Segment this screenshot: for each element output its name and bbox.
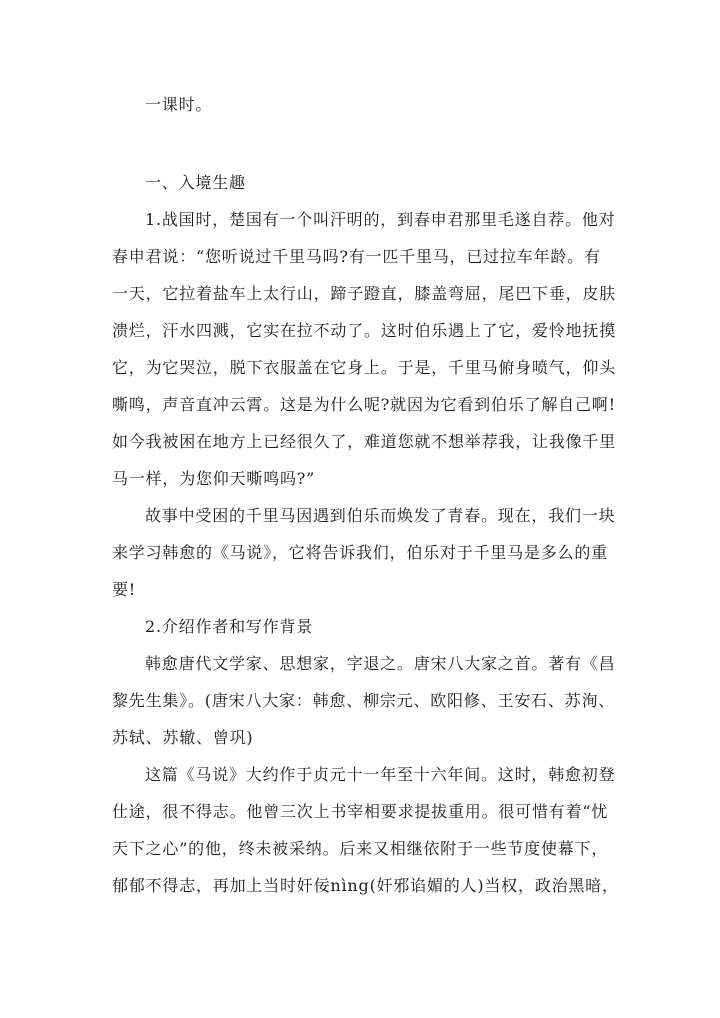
paragraph-line: 苏轼、苏辙、曾巩) (112, 728, 254, 747)
paragraph-line: 2.介绍作者和写作背景 (145, 617, 314, 636)
paragraph (112, 497, 616, 608)
paragraph-line: 春申君说：“您听说过千里马吗?有一匹千里马，已过拉车年龄。有 (112, 247, 601, 266)
paragraph-line: 它，为它哭泣，脱下衣服盖在它身上。于是，千里马俯身喷气，仰头 (112, 358, 617, 377)
paragraph-line: 仕途，很不得志。他曾三次上书宰相要求提拔重用。很可惜有着“忧 (112, 802, 609, 821)
paragraph (112, 201, 617, 497)
paragraph (112, 756, 619, 904)
section-heading: 一、入境生趣 (145, 173, 246, 192)
paragraph (112, 645, 616, 756)
paragraph-line: 故事中受困的千里马因遇到伯乐而焕发了青春。现在，我们一块 (145, 506, 616, 525)
document-page (112, 86, 619, 904)
paragraph-line: 郁郁不得志，再加上当时奸佞nìng(奸邪谄媚的人)当权，政治黑暗， (112, 876, 619, 895)
paragraph-line: 这篇《马说》大约作于贞元十一年至十六年间。这时，韩愈初登 (145, 765, 616, 784)
paragraph-line: 嘶鸣，声音直冲云霄。这是为什么呢?就因为它看到伯乐了解自己啊! (112, 395, 616, 414)
paragraph-line: 韩愈唐代文学家、思想家，字退之。唐宋八大家之首。著有《昌 (145, 654, 616, 673)
paragraph-line: 如今我被困在地方上已经很久了，难道您就不想举荐我，让我像千里 (112, 432, 617, 451)
paragraph-line: 马一样，为您仰天嘶鸣吗?” (112, 469, 316, 488)
lesson-time: 一课时。 (145, 95, 213, 114)
spacer (112, 123, 612, 164)
paragraph-line: 天下之心”的他，终未被采纳。后来又相继依附于一些节度使幕下， (112, 839, 609, 858)
paragraph-line: 要! (112, 580, 137, 599)
paragraph-line: 黎先生集》。(唐宋八大家：韩愈、柳宗元、欧阳修、王安石、苏洵、 (112, 691, 616, 710)
paragraph (112, 608, 612, 645)
paragraph-line: 一天，它拉着盐车上太行山，蹄子蹬直，膝盖弯屈，尾巴下垂，皮肤 (112, 284, 617, 303)
body-paragraphs (112, 201, 619, 904)
paragraph-line: 1.战国时，楚国有一个叫汗明的，到春申君那里毛遂自荐。他对 (145, 210, 616, 229)
paragraph-line: 溃烂，汗水四溅，它实在拉不动了。这时伯乐遇上了它，爱怜地抚摸 (112, 321, 617, 340)
paragraph-line: 来学习韩愈的《马说》，它将告诉我们，伯乐对于千里马是多么的重 (112, 543, 609, 562)
